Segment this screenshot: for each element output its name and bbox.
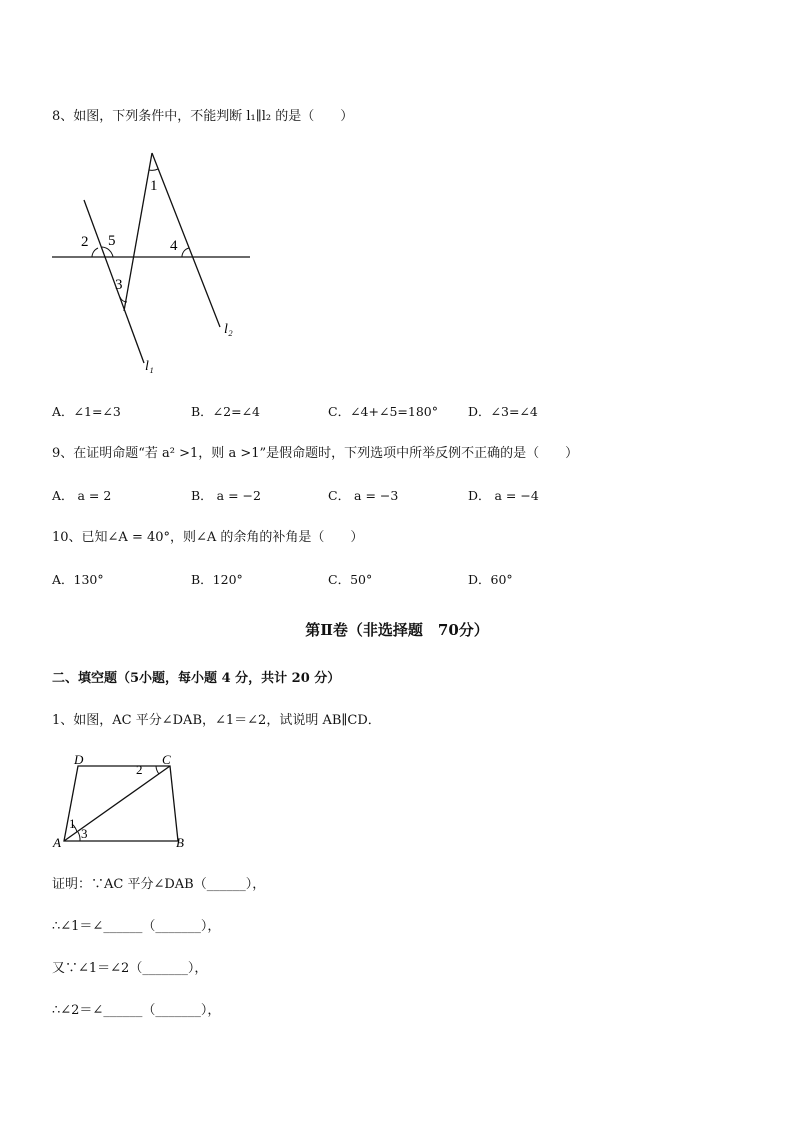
q8-stem: 8、如图，下列条件中，不能判断 l₁∥l₂ 的是（ ）: [52, 109, 354, 124]
diagonal-ac: [64, 766, 170, 841]
angle-arc-2: [92, 248, 98, 257]
angle-arc-1: [149, 169, 158, 170]
q9-option-d: D． a = −4: [468, 488, 539, 503]
label-l1: l₁: [145, 359, 154, 374]
q9-option-b: B． a = −2: [191, 488, 261, 503]
q10-option-d: D．60°: [468, 572, 513, 587]
line-l1: [84, 200, 144, 363]
transversal: [124, 153, 152, 311]
vertex-a: A: [53, 835, 61, 850]
angle-arc-c2: [156, 766, 159, 774]
vertex-c: C: [162, 752, 171, 767]
proof-line-4: ∴∠2＝∠______（_______），: [52, 1003, 221, 1018]
q10-option-c: C．50°: [328, 572, 373, 587]
q9-option-c: C． a = −3: [328, 488, 399, 503]
q8-figure: [40, 145, 270, 380]
q8-option-b: B．∠2=∠4: [191, 404, 261, 419]
fill1-stem: 1、如图，AC 平分∠DAB，∠1＝∠2，试说明 AB∥CD．: [52, 713, 381, 728]
q10-stem: 10、已知∠A = 40°，则∠A 的余角的补角是（ ）: [52, 530, 364, 545]
angle-label-2: 2: [136, 762, 143, 777]
proof-line-2: ∴∠1＝∠______（_______），: [52, 919, 221, 934]
line-l2: [152, 153, 220, 327]
angle-label-3: 3: [81, 826, 88, 841]
q9-option-a: A． a = 2: [52, 488, 112, 503]
angle-label-1: 1: [69, 816, 76, 831]
part2-title: 第Ⅱ卷（非选择题 70分）: [305, 621, 489, 639]
label-5: 5: [108, 233, 116, 249]
q8-option-a: A．∠1=∠3: [52, 404, 121, 419]
q8-option-d: D．∠3=∠4: [468, 404, 538, 419]
proof-line-3: 又∵∠1＝∠2（_______），: [52, 961, 208, 976]
angle-arc-4: [182, 248, 189, 257]
label-3: 3: [115, 277, 123, 293]
angle-arc-a3: [78, 832, 80, 841]
q8-option-c: C．∠4+∠5=180°: [328, 404, 438, 419]
vertex-b: B: [176, 835, 184, 850]
proof-line-1: 证明：∵AC 平分∠DAB（______），: [52, 877, 266, 892]
q10-option-b: B．120°: [191, 572, 243, 587]
fill1-figure: [50, 752, 200, 852]
q9-stem: 9、在证明命题“若 a² >1，则 a >1”是假命题时，下列选项中所举反例不正确的是（ ）: [52, 446, 579, 461]
label-1: 1: [150, 178, 158, 194]
label-l2: l₂: [224, 322, 233, 337]
label-4: 4: [170, 238, 178, 254]
section-heading: 二、填空题（5小题，每小题 4 分，共计 20 分）: [52, 671, 341, 686]
label-2: 2: [81, 234, 89, 250]
q10-option-a: A．130°: [52, 572, 104, 587]
vertex-d: D: [74, 752, 84, 767]
